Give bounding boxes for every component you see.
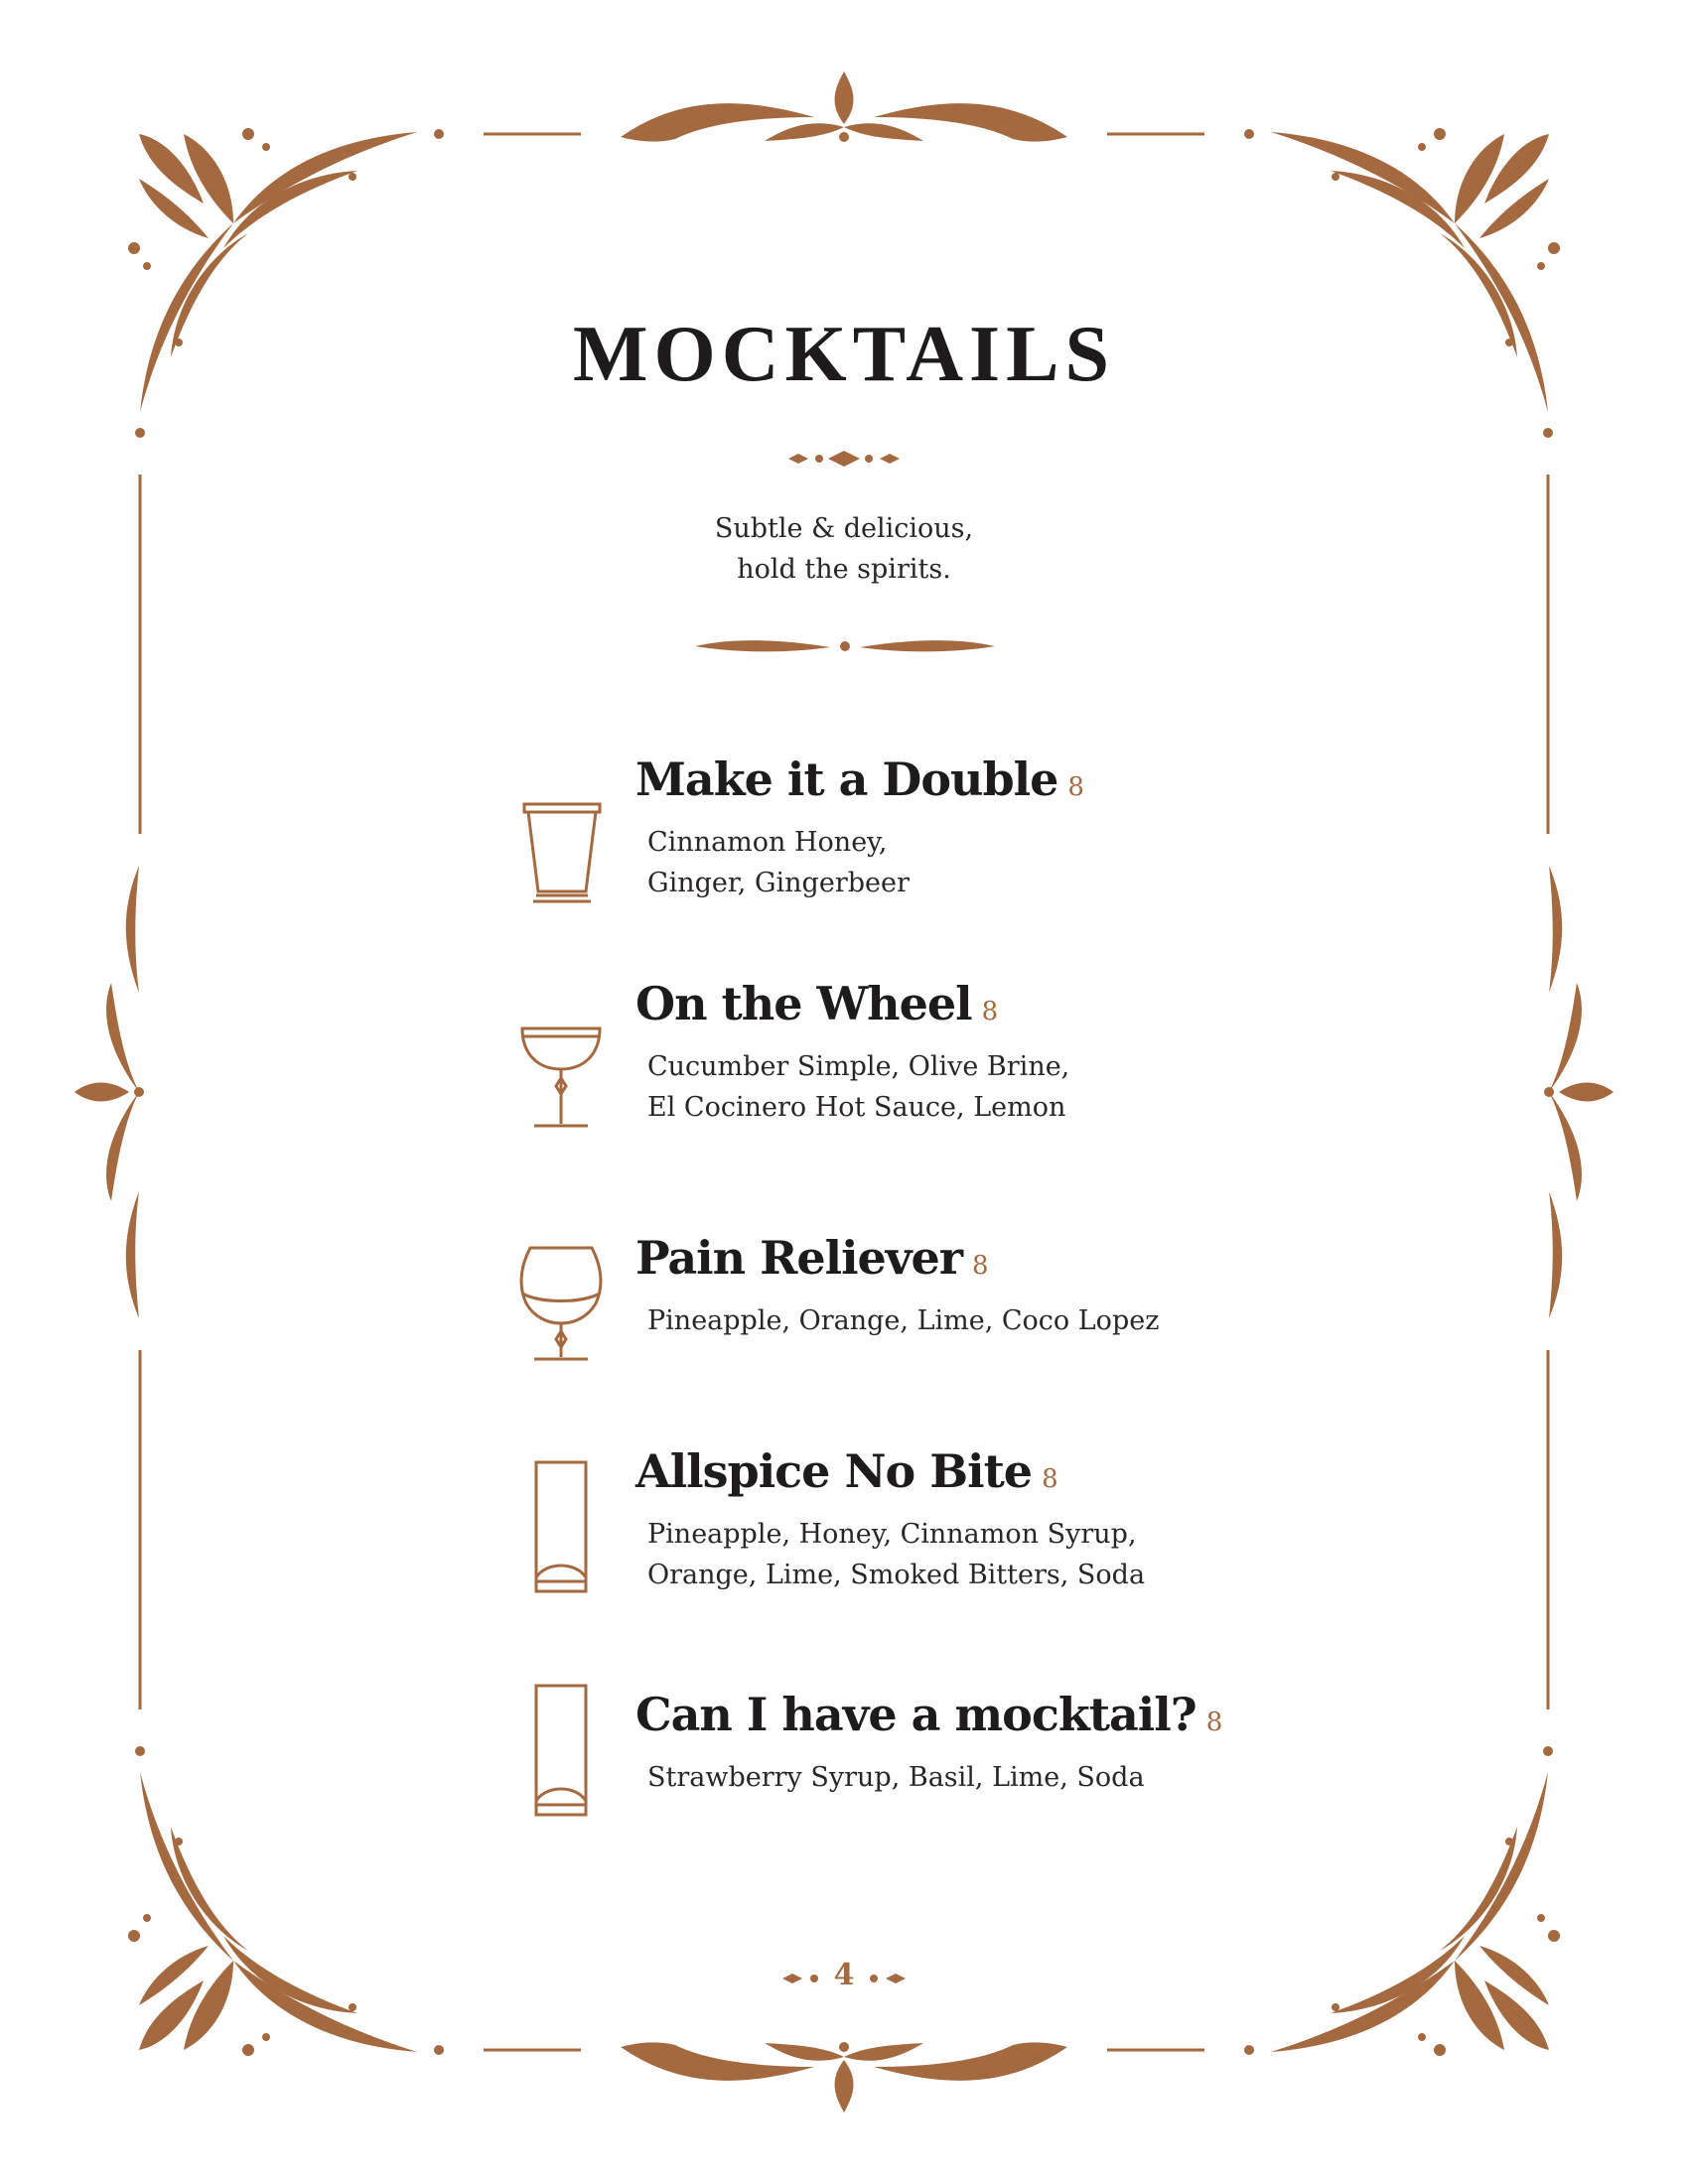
menu-item-price: 8 bbox=[1067, 772, 1084, 802]
highball-glass-icon bbox=[516, 1682, 606, 1821]
menu-item bbox=[516, 1444, 1291, 1643]
menu-item bbox=[516, 977, 1291, 1175]
tagline bbox=[0, 508, 1688, 590]
ingredient-line: Ginger, Gingerbeer bbox=[647, 868, 910, 898]
menu-item-name: Can I have a mocktail? bbox=[635, 1688, 1196, 1741]
menu-item-price: 8 bbox=[1042, 1464, 1058, 1494]
menu-item-ingredients bbox=[647, 822, 910, 903]
menu-item-price: 8 bbox=[981, 997, 999, 1026]
menu-item-name: Allspice No Bite bbox=[635, 1444, 1033, 1498]
menu-item-name: On the Wheel bbox=[635, 977, 972, 1030]
ingredient-line: Pineapple, Honey, Cinnamon Syrup, bbox=[647, 1519, 1137, 1550]
julep-cup-icon bbox=[516, 782, 606, 921]
flourish-divider-ornament bbox=[693, 635, 997, 657]
ingredient-line: Strawberry Syrup, Basil, Lime, Soda bbox=[647, 1762, 1145, 1793]
menu-item-price: 8 bbox=[972, 1251, 989, 1281]
coupe-glass-icon bbox=[516, 1005, 606, 1144]
ingredient-line: Pineapple, Orange, Lime, Coco Lopez bbox=[647, 1305, 1160, 1336]
ingredient-line: Cucumber Simple, Olive Brine, bbox=[647, 1051, 1070, 1082]
diamond-divider-ornament bbox=[784, 447, 904, 471]
menu-item-price: 8 bbox=[1205, 1707, 1223, 1737]
ingredient-line: Orange, Lime, Smoked Bitters, Soda bbox=[647, 1560, 1146, 1590]
menu-item bbox=[516, 752, 1291, 951]
ingredient-line: Cinnamon Honey, bbox=[647, 827, 888, 858]
collins-glass-icon bbox=[516, 1458, 606, 1597]
menu-item-name: Make it a Double bbox=[635, 752, 1058, 806]
tagline-line: hold the spirits. bbox=[737, 554, 951, 585]
menu-item-ingredients bbox=[647, 1514, 1145, 1595]
page-number-right-ornament bbox=[860, 1969, 908, 1988]
tagline-line: Subtle & delicious, bbox=[714, 513, 974, 544]
menu-item-ingredients bbox=[647, 1757, 1145, 1798]
menu-item bbox=[516, 1688, 1291, 1886]
menu-item-ingredients bbox=[647, 1046, 1069, 1128]
page-title: MOCKTAILS bbox=[573, 311, 1115, 398]
ingredient-line: El Cocinero Hot Sauce, Lemon bbox=[647, 1092, 1066, 1123]
menu-item-ingredients bbox=[647, 1300, 1159, 1341]
snifter-glass-icon bbox=[516, 1237, 606, 1376]
menu-item-name: Pain Reliever bbox=[635, 1231, 963, 1285]
menu-item bbox=[516, 1231, 1291, 1430]
page-number: 4 bbox=[833, 1958, 855, 1992]
